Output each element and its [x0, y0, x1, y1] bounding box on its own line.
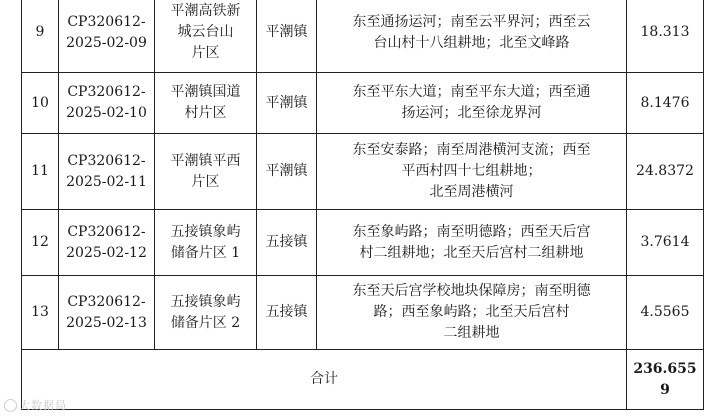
table-row: [22, 73, 704, 134]
parcel-boundary: [317, 73, 627, 134]
row-number: 12: [22, 210, 59, 276]
parcel-boundary-line: 二组耕地: [443, 325, 500, 341]
table-row: [22, 0, 704, 73]
parcel-code-line: CP320612-: [67, 84, 146, 100]
watermark-text: 大数据局: [19, 399, 67, 412]
town-name: 平潮镇: [257, 0, 317, 73]
parcel-area: 8.1476: [627, 73, 704, 134]
watermark-logo-icon: [4, 399, 17, 412]
row-number: 11: [22, 134, 59, 210]
row-number: 9: [22, 0, 59, 73]
town-name: 平潮镇: [257, 73, 317, 134]
parcel-name: [155, 0, 257, 73]
parcel-boundary-line: 路；西至象屿路；北至天后宫村: [373, 304, 570, 320]
total-area: 236.6559: [627, 350, 704, 410]
total-row: [22, 350, 704, 410]
parcel-code-line: 2025-02-13: [66, 314, 147, 331]
parcel-name-line: 储备片区 2: [170, 314, 241, 331]
parcel-boundary-line: 平西村四十七组耕地；: [401, 163, 542, 179]
parcel-area: 3.7614: [627, 210, 704, 276]
parcel-code-line: CP320612-: [67, 223, 146, 240]
parcel-boundary: [317, 276, 627, 350]
parcel-name: [155, 276, 257, 350]
parcel-name-line: 五接镇象屿: [170, 223, 241, 240]
parcel-boundary-line: 村二组耕地；北至天后宫村二组耕地: [359, 244, 584, 261]
parcel-code-line: 2025-02-12: [66, 244, 147, 261]
parcel-boundary-line: 扬运河；北至徐龙界河: [401, 105, 542, 121]
parcel-name-line: 城云台山: [177, 24, 234, 40]
parcel-code-line: CP320612-: [67, 152, 146, 169]
parcel-boundary-line: 北至周港横河: [429, 184, 514, 200]
land-parcel-table: [21, 0, 704, 410]
parcel-area: 4.5565: [627, 276, 704, 350]
parcel-name-line: 五接镇象屿: [170, 293, 241, 310]
row-number: 10: [22, 73, 59, 134]
parcel-code-line: 2025-02-11: [66, 173, 147, 190]
parcel-code-line: 2025-02-10: [66, 105, 147, 121]
parcel-code: [59, 0, 155, 73]
parcel-boundary-line: 东至象屿路；南至明德路；西至天后宫: [352, 223, 591, 240]
total-label: 合计: [22, 350, 627, 410]
parcel-boundary-line: 东至天后宫学校地块保障房；南至明德: [352, 283, 591, 299]
parcel-boundary-line: 东至通扬运河；南至云平界河；西至云: [352, 13, 591, 30]
parcel-boundary: [317, 0, 627, 73]
parcel-code-line: 2025-02-09: [66, 34, 147, 51]
parcel-boundary: [317, 134, 627, 210]
town-name: 平潮镇: [257, 134, 317, 210]
parcel-name-line: 片区: [191, 173, 220, 190]
parcel-name-line: 村片区: [184, 105, 227, 121]
parcel-code: [59, 134, 155, 210]
parcel-name: [155, 210, 257, 276]
parcel-area: 18.313: [627, 0, 704, 73]
watermark: [4, 397, 67, 413]
parcel-boundary-line: 东至安泰路；南至周港横河支流；西至: [352, 142, 591, 158]
parcel-name-line: 平潮高铁新: [170, 3, 241, 19]
parcel-name: [155, 73, 257, 134]
parcel-boundary: [317, 210, 627, 276]
parcel-code: [59, 210, 155, 276]
table-row: [22, 210, 704, 276]
parcel-boundary-line: 东至平东大道；南至平东大道；西至通: [352, 84, 591, 100]
parcel-code-line: CP320612-: [67, 13, 146, 30]
parcel-code-line: CP320612-: [67, 293, 146, 310]
parcel-name-line: 储备片区 1: [170, 244, 241, 261]
parcel-code: [59, 276, 155, 350]
parcel-name: [155, 134, 257, 210]
town-name: 五接镇: [257, 276, 317, 350]
parcel-name-line: 平潮镇平西: [170, 152, 241, 169]
town-name: 五接镇: [257, 210, 317, 276]
table-row: [22, 276, 704, 350]
parcel-name-line: 平潮镇国道: [170, 84, 241, 100]
parcel-boundary-line: 台山村十八组耕地；北至文峰路: [373, 34, 570, 51]
parcel-code: [59, 73, 155, 134]
row-number: 13: [22, 276, 59, 350]
table-row: [22, 134, 704, 210]
parcel-area: 24.8372: [627, 134, 704, 210]
parcel-name-line: 片区: [191, 45, 220, 61]
